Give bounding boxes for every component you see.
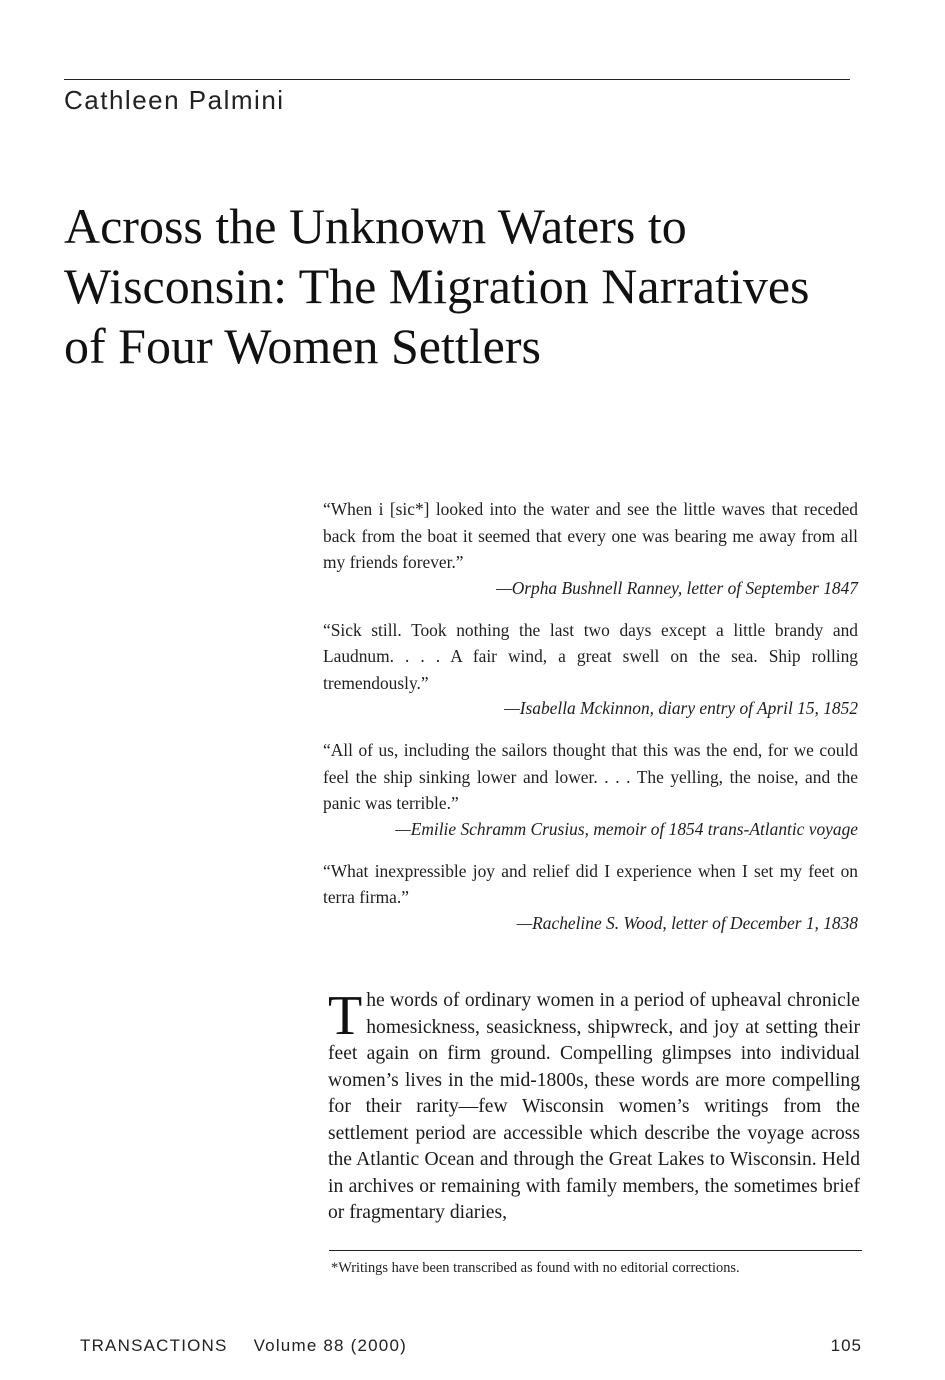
journal-name: TRANSACTIONS bbox=[80, 1336, 228, 1355]
drop-cap: T bbox=[328, 985, 363, 1047]
title-line-2: Wisconsin: The Migration Narratives bbox=[64, 258, 810, 314]
footer-journal-info bbox=[80, 1336, 407, 1356]
epigraph bbox=[323, 737, 858, 841]
epigraph-quote: “When i [sic*] looked into the water and see the little waves that receded back from the boat it seemed that every one was bearing me away from all my friends forever.” bbox=[323, 499, 858, 572]
body-paragraph bbox=[328, 985, 860, 1227]
page-number: 105 bbox=[830, 1336, 862, 1355]
epigraphs bbox=[323, 496, 858, 952]
epigraph-attribution: —Isabella Mckinnon, diary entry of April 15, 1852 bbox=[504, 698, 858, 718]
epigraph-attribution: —Orpha Bushnell Ranney, letter of September 1847 bbox=[496, 577, 858, 598]
epigraph bbox=[323, 496, 858, 600]
author-name: Cathleen Palmini bbox=[64, 85, 285, 115]
title-line-3: of Four Women Settlers bbox=[64, 318, 541, 374]
epigraph-quote: “Sick still. Took nothing the last two days except a little brandy and Laudnum. . . . A fair wind, a great swell on the sea. Ship rolling tremendously.” bbox=[323, 619, 858, 693]
title-line-1: Across the Unknown Waters to bbox=[64, 198, 687, 254]
epigraph-attribution: —Racheline S. Wood, letter of December 1, 1838 bbox=[516, 912, 858, 933]
epigraph-attribution: —Emilie Schramm Crusius, memoir of 1854 trans-Atlantic voyage bbox=[395, 818, 858, 839]
body-text: he words of ordinary women in a period of upheaval chronicle homesickness, seasickness, shipwreck, and joy at setting their feet again on firm ground. Compelling glimpses into individual women’s lives in the mid-1800s, these words are more compelling for their rarity—few Wisconsin women’s writings from the settlement period are accessible which describe the voyage across the Atlantic Ocean and through the Great Lakes to Wisconsin. Held in archives or remaining with family members, the sometimes brief or fragmentary diaries, bbox=[328, 990, 860, 1223]
volume-info: Volume 88 (2000) bbox=[253, 1336, 407, 1355]
epigraph-quote: “What inexpressible joy and relief did I experience when I set my feet on terra firma.” bbox=[323, 860, 858, 907]
footnote: *Writings have been transcribed as found with no editorial corrections. bbox=[331, 1260, 740, 1276]
epigraph-quote: “All of us, including the sailors thought that this was the end, for we could feel the ship sinking lower and lower. . . . The yelling, the noise, and the panic was terrible.” bbox=[323, 740, 858, 813]
header-rule bbox=[64, 79, 850, 80]
article-title bbox=[64, 196, 884, 376]
epigraph bbox=[323, 617, 858, 721]
footnote-rule bbox=[329, 1250, 862, 1251]
epigraph bbox=[323, 858, 858, 935]
